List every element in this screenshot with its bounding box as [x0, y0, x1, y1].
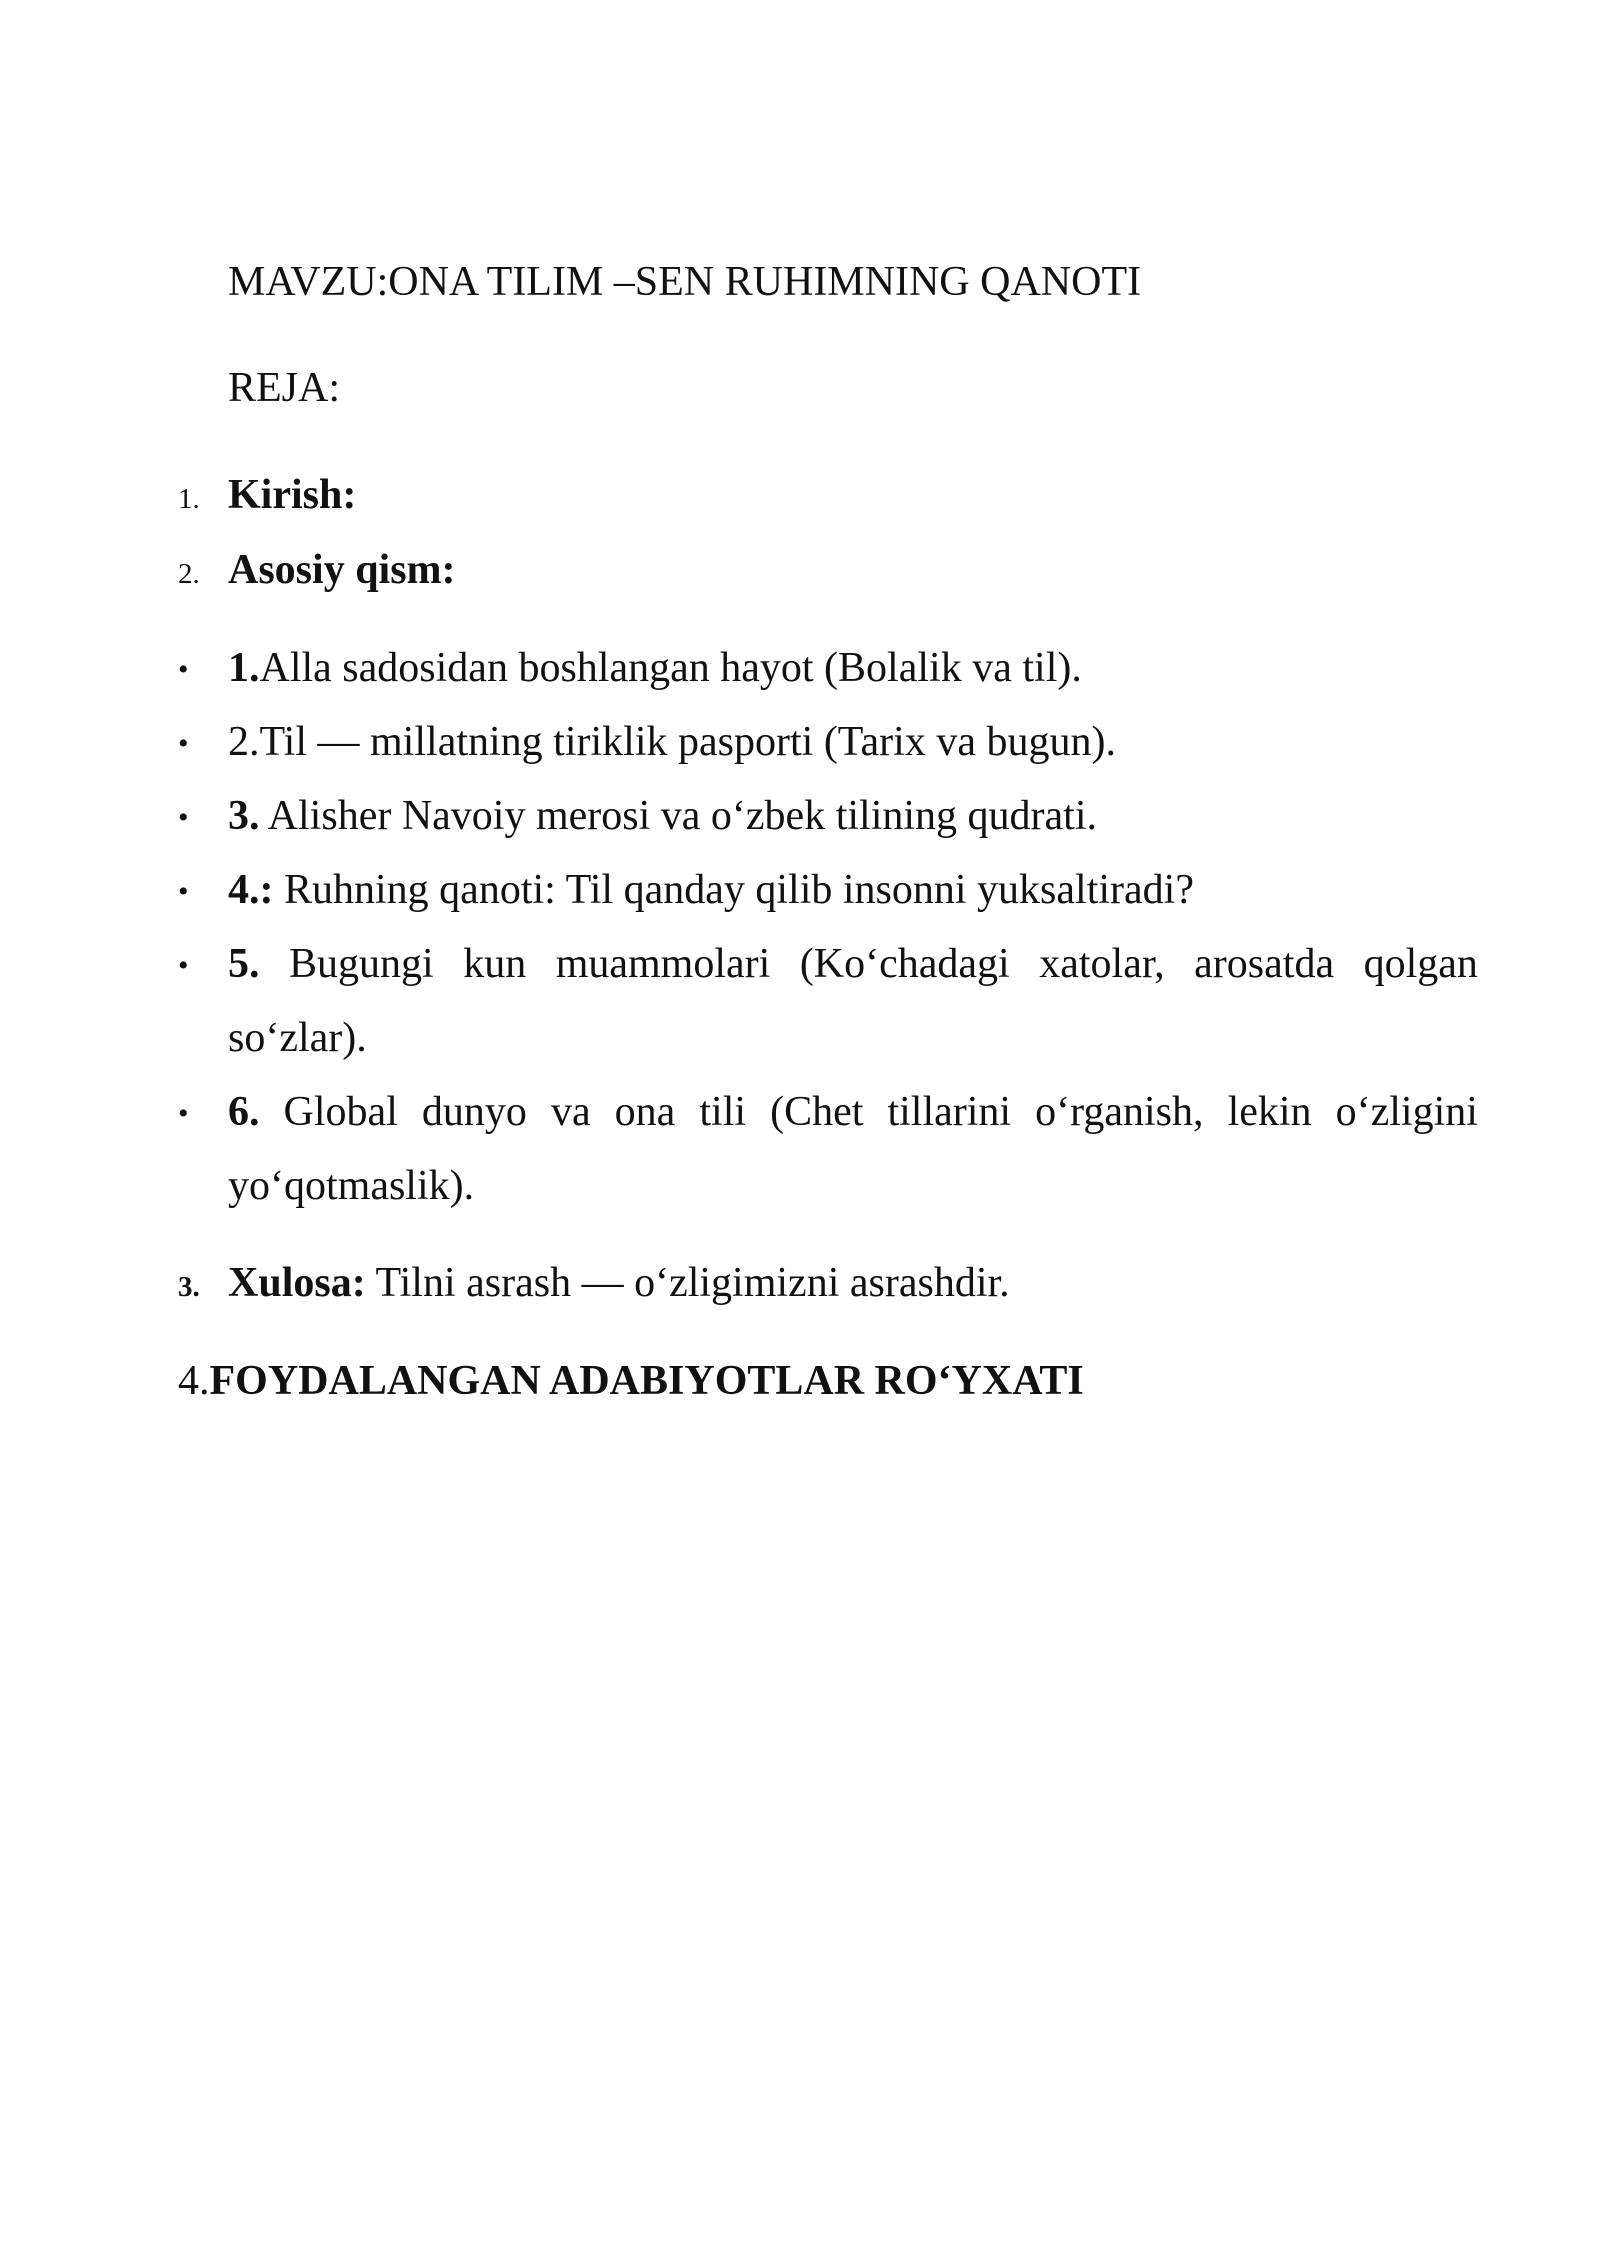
bullet-icon: • [178, 875, 189, 908]
bullet-item-2: 2.Til — millatning tiriklik pasporti (Tarix va bugun). [228, 719, 1116, 765]
word: Bugungi [289, 941, 434, 987]
bullet-icon: • [178, 653, 189, 686]
word: lekin [1227, 1089, 1312, 1135]
word: va [550, 1089, 591, 1135]
bullet-text: Alla sadosidan boshlangan hayot (Bolalik va til). [259, 645, 1082, 691]
word: o‘rganish, [1035, 1089, 1204, 1135]
bullet-text: Alisher Navoiy merosi va o‘zbek tilining qudrati. [259, 793, 1097, 839]
word: dunyo [421, 1089, 527, 1135]
bullet-item-3 [228, 791, 1097, 841]
bullet-icon: • [178, 727, 189, 760]
bullet-number: 6. [228, 1089, 260, 1135]
word: (Chet [770, 1089, 864, 1135]
bullet-icon: • [178, 949, 189, 982]
bullet-item-5-line-2: so‘zlar). [228, 1015, 367, 1061]
bullet-number: 5. [228, 941, 260, 987]
numbered-item-kirish: Kirish: [228, 472, 357, 518]
bullet-item-6-line-1 [228, 1087, 1478, 1137]
word: tillarini [887, 1089, 1012, 1135]
conclusion-label: Xulosa: [228, 1260, 366, 1306]
word: arosatda [1194, 941, 1335, 987]
references-number: 4. [178, 1358, 210, 1404]
word: o‘zligini [1335, 1089, 1478, 1135]
word: kun [463, 941, 527, 987]
bullet-item-6-line-2: yo‘qotmaslik). [228, 1163, 475, 1209]
conclusion-text: Tilni asrash — o‘zligimizni asrashdir. [365, 1260, 1010, 1306]
word: Global [283, 1089, 398, 1135]
word: qolgan [1363, 941, 1478, 987]
numbered-marker-2: 2. [178, 558, 200, 590]
bullet-icon: • [178, 1097, 189, 1130]
word: tili [699, 1089, 747, 1135]
numbered-marker-3: 3. [178, 1271, 200, 1303]
word: ona [614, 1089, 676, 1135]
bullet-number: 4.: [228, 867, 274, 913]
numbered-item-asosiy-qism: Asosiy qism: [228, 547, 456, 593]
bullet-text: Ruhning qanoti: Til qanday qilib insonni yuksaltiradi? [273, 867, 1194, 913]
bullet-item-5-line-1 [228, 939, 1478, 989]
bullet-item-1 [228, 643, 1082, 693]
plan-label: REJA: [228, 365, 341, 411]
word: muammolari [555, 941, 771, 987]
numbered-item-xulosa [228, 1258, 1010, 1308]
numbered-marker-1: 1. [178, 483, 200, 515]
references-heading [178, 1356, 1084, 1406]
document-title: MAVZU:ONA TILIM –SEN RUHIMNING QANOTI [228, 259, 1142, 305]
bullet-number: 3. [228, 793, 260, 839]
bullet-number: 1. [228, 645, 260, 691]
bullet-icon: • [178, 801, 189, 834]
bullet-item-4 [228, 865, 1194, 915]
references-label: FOYDALANGAN ADABIYOTLAR RO‘YXATI [209, 1358, 1084, 1404]
word: xatolar, [1039, 941, 1165, 987]
word: (Ko‘chadagi [799, 941, 1010, 987]
